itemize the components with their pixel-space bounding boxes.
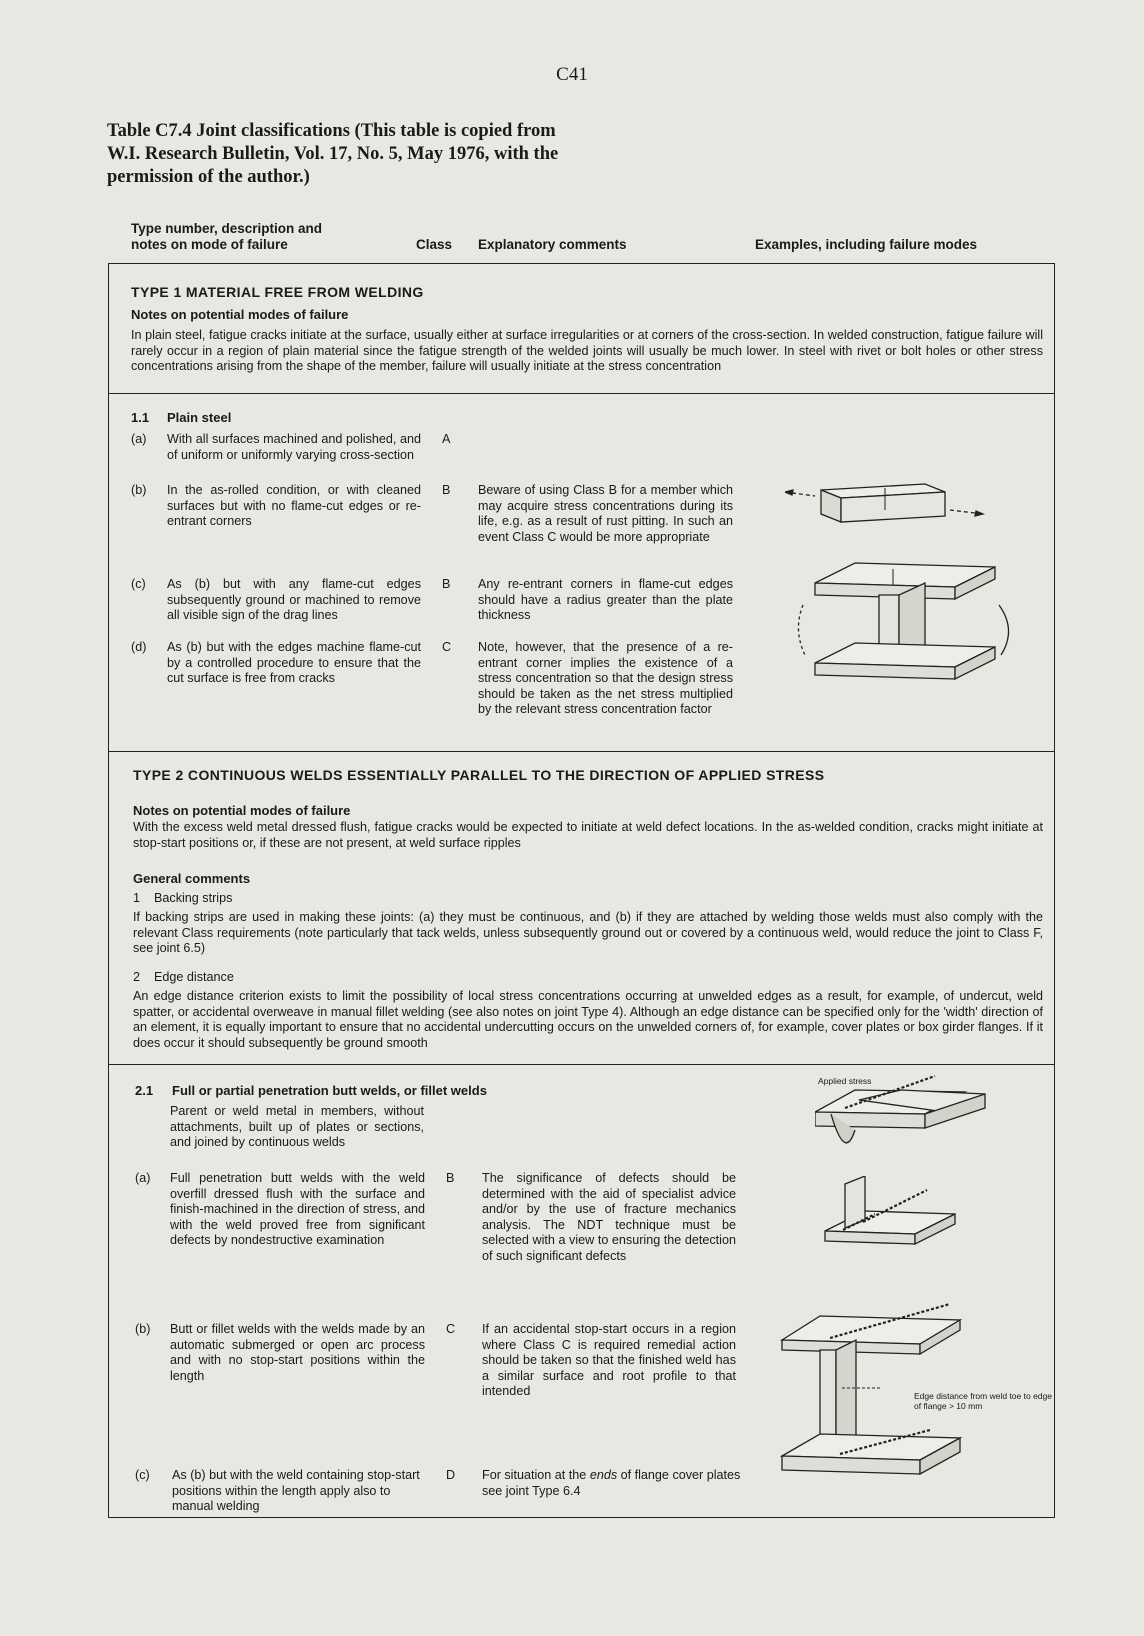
row-1-1b-comment: Beware of using Class B for a member which may acquire stress concentrations during its life, e.g. as a result of rust pitting. In such an event Class C would be more appropriate [478,483,733,544]
flange-front [825,1231,915,1244]
divider-type2 [108,751,1055,752]
row-1-1c-comment: Any re-entrant corners in flame-cut edges should have a radius greater than the plate thickness [478,577,733,623]
type1-notes: In plain steel, fatigue cracks initiate at the surface, usually either at surface irregularities or at corners of the cross-section. In welded construction, fatigue failure will rarely occur in a region of plain material since the fatigue strength of the welded joints will usually be much lower. In steel with rivet or bolt holes or other stress concentrations arising from the shape of the member, failure will usually initiate at the stress concentration [131,328,1043,374]
row-1-1d-comment: Note, however, that the presence of a re-entrant corner implies the existence of a stress concentration so that the design stress should be taken as the net stress multiplied by the relevant stress concentration factor [478,640,733,717]
row-1-1a-class: A [442,432,451,446]
section-2-1-intro: Parent or weld metal in members, without attachments, built up of plates or sections, and joined by continuous welds [170,1104,424,1150]
row-1-1d-description: As (b) but with the edges machine flame-cut by a controlled procedure to ensure that the cut surface is free from cracks [167,640,421,686]
divider-type2-notes [108,1064,1055,1065]
row-2-1a-comment: The significance of defects should be determined with the aid of specialist advice and/or by the use of fracture mechanics analysis. The NDT technique must be selected with a view to ensuring the detection of such significant defects [482,1171,736,1263]
butt-weld-figure [815,1072,1015,1167]
table-caption: Table C7.4 Joint classifications (This table is copied from W.I. Research Bulletin, Vol. 17, No. 5, May 1976, with the permission of the author.) [107,121,559,187]
row-1-1c-class: B [442,577,451,591]
column-header-class: Class [416,237,453,252]
edge-distance-label: Edge distance from weld toe to edge of flange > 10 mm [914,1391,1052,1411]
row-2-1c-description: As (b) but with the weld containing stop-start positions within the length apply also to manual welding [172,1468,420,1514]
type1-notes-heading: Notes on potential modes of failure [131,307,349,322]
row-1-1a-description: With all surfaces machined and polished, and of uniform or uniformly varying cross-section [167,432,421,462]
general-comments-heading: General comments [133,871,251,886]
bend-arc-left [798,605,805,655]
plain-bar-figure [785,480,985,550]
bend-arc-right [999,605,1009,655]
type2-notes-heading: Notes on potential modes of failure [133,803,351,818]
column-header-type-line1: Type number, description and [131,221,323,236]
row-2-1b-comment: If an accidental stop-start occurs in a region where Class C is required remedial action should be taken so that the finished weld has a similar surface and root profile to that intended [482,1322,736,1399]
row-2-1a-description: Full penetration butt welds with the weld overfill dressed flush with the surface and finish-machined in the direction of stress, and with the weld proved free from significant defects by nondestructive examination [170,1171,425,1248]
column-header-examples: Examples, including failure modes [755,237,978,252]
section-2-1-number: 2.1 [135,1083,154,1098]
row-2-1b-class: C [446,1322,456,1336]
row-2-1c-label: (c) [135,1468,150,1482]
bar-side-face [841,492,945,522]
row-1-1d-label: (d) [131,640,147,654]
row-2-1b-label: (b) [135,1322,151,1336]
edge-distance-text: An edge distance criterion exists to limit the possibility of local stress concentrations occurring at unwelded edges as a result, for example, of undercut, weld spatter, or accidental overweave in manual fillet welding (see also notes on joint Type 4). Although an edge distance can be specified only for the 'width' direction of an element, it is equally important to ensure that no accidental undercutting occurs on the unwelded corners of, for example, cover plates or box girder flanges. If it does occur it should subsequently be ground smooth [133,989,1043,1050]
type2-notes: With the excess weld metal dressed flush, fatigue cracks would be expected to initiate at weld defect locations. In the as-welded condition, cracks might initiate at stop-start positions or, if these are not present, at weld surface ripples [133,820,1043,850]
row-2-1b-description: Butt or fillet welds with the welds made by an automatic submerged or open arc process and with no stop-start positions within the length [170,1322,425,1383]
fillet-weld-figure [815,1176,965,1266]
column-header-type-line2: notes on mode of failure [131,237,288,252]
row-1-1a-label: (a) [131,432,147,446]
row-1-1c-description: As (b) but with any flame-cut edges subsequently ground or machined to remove all visible sign of the drag lines [167,577,421,623]
section-1-1-title: Plain steel [167,410,232,425]
row-2-1c-comment [482,1468,742,1499]
type2-title: TYPE 2 CONTINUOUS WELDS ESSENTIALLY PARALLEL TO THE DIRECTION OF APPLIED STRESS [133,767,825,783]
applied-stress-label: Applied stress [818,1076,872,1086]
column-header-type [131,221,391,253]
row-1-1b-label: (b) [131,483,147,497]
row-2-1c-comment-suffix: of flange cover plates see joint Type 6.4 [482,1468,741,1498]
row-2-1c-comment-emphasis: ends [589,1468,618,1482]
row-2-1a-class: B [446,1171,455,1185]
row-1-1b-class: B [442,483,451,497]
edge-distance-heading: 2 Edge distance [133,970,234,984]
column-header-explanatory: Explanatory comments [478,237,627,252]
row-1-1d-class: C [442,640,452,654]
type1-title: TYPE 1 MATERIAL FREE FROM WELDING [131,284,424,300]
backing-strips-heading: 1 Backing strips [133,891,233,905]
i-section-figure [795,555,1015,715]
row-2-1c-class: D [446,1468,456,1482]
divider-type1-notes [108,393,1055,394]
row-1-1b-description: In the as-rolled condition, or with cleaned surfaces but with no flame-cut edges or re-entrant corners [167,483,421,529]
row-1-1c-label: (c) [131,577,146,591]
stress-arrow-left [785,490,793,495]
stress-arrow-right [975,511,983,516]
section-2-1-title: Full or partial penetration butt welds, or fillet welds [172,1083,487,1098]
row-2-1a-label: (a) [135,1171,151,1185]
backing-strips-text: If backing strips are used in making these joints: (a) they must be continuous, and (b) if they are attached by welding those welds must also comply with the relevant Class requirements (note particularly that tack welds, unless subsequently ground out or covered by a continuous weld, would reduce the joint to Class F, see joint 6.5) [133,910,1043,956]
page-number: C41 [556,64,588,85]
section-1-1-number: 1.1 [131,410,150,425]
row-2-1c-comment-prefix: For situation at the [482,1468,590,1482]
